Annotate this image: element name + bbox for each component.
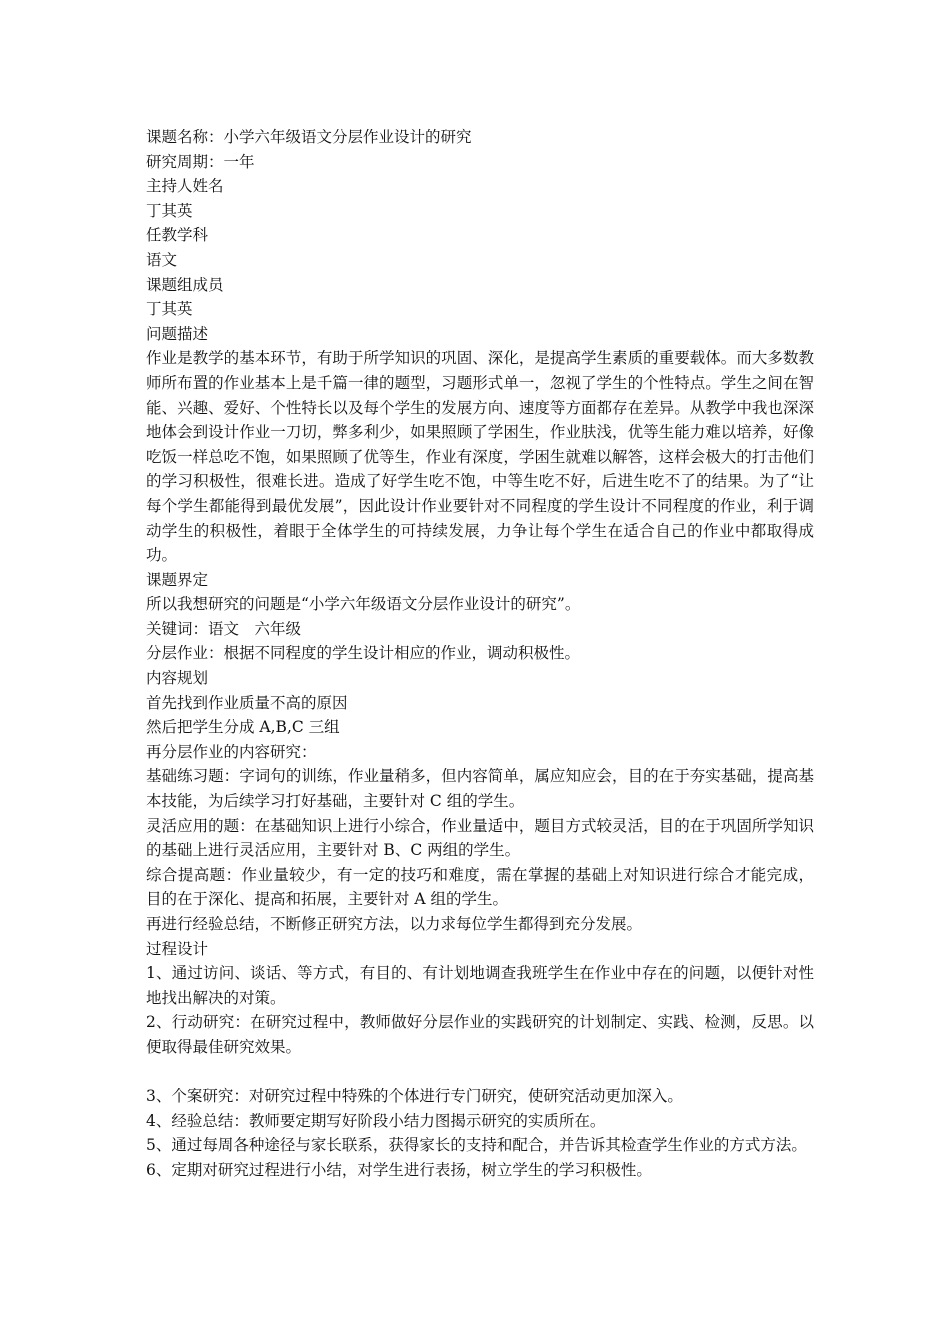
definition-text: 所以我想研究的问题是“小学六年级语文分层作业设计的研究”。 xyxy=(146,595,581,614)
process-item-6: 6、定期对研究过程进行小结，对学生进行表扬，树立学生的学习积极性。 xyxy=(146,1160,652,1179)
process-item-4: 4、经验总结：教师要定期写好阶段小结力图揭示研究的实质所在。 xyxy=(146,1111,606,1130)
process-item-1: 1、通过访问、谈话、等方式，有目的、有计划地调查我班学生在作业中存在的问题，以便针对性地找出解决的对策。 xyxy=(146,964,814,1007)
summary-line: 再进行经验总结，不断修正研究方法，以力求每位学生都得到充分发展。 xyxy=(146,915,643,933)
process-item-3: 3、个案研究：对研究过程中特殊的个体进行专门研究，使研究活动更加深入。 xyxy=(146,1087,683,1106)
keywords-line: 关键词：语文 六年级 xyxy=(146,619,302,638)
process-heading: 过程设计 xyxy=(146,939,209,958)
content-step-1: 首先找到作业质量不高的原因 xyxy=(146,693,348,712)
problem-heading: 问题描述 xyxy=(146,324,209,343)
research-period: 研究周期：一年 xyxy=(146,152,255,171)
problem-description: 作业是教学的基本环节，有助于所学知识的巩固、深化，是提高学生素质的重要载体。而大多数教师所布置的作业基本上是千篇一律的题型，习题形式单一，忽视了学生的个性特点。学生之间在智能、兴趣、爱好、个性特长以及每个学生的发展方向、速度等方面都存在差异。从教学中我也深深地体会到设计作业一刀切，弊多利少，如果照顾了学困生，作业肤浅，优等生能力难以培养，好像吃饭一样总吃不饱，如果照顾了优等生，作业有深度，学困生就难以解答，这样会极大的打击他们的学习积极性，很难长进。造成了好学生吃不饱，中等生吃不好，后进生吃不了的结果。为了“让每个学生都能得到最优发展”，因此设计作业要针对不同程度的学生设计不同程度的作业，利于调动学生的积极性，着眼于全体学生的可持续发展，力争让每个学生在适合自己的作业中都取得成功。 xyxy=(146,349,814,565)
flexible-exercise: 灵活应用的题：在基础知识上进行小综合，作业量适中，题目方式较灵活，目的在于巩固所学知识的基础上进行灵活应用，主要针对 B、C 两组的学生。 xyxy=(146,816,814,860)
basic-exercise: 基础练习题：字词句的训练，作业量稍多，但内容简单，属应知应会，目的在于夯实基础，提高基本技能，为后续学习打好基础，主要针对 C 组的学生。 xyxy=(146,767,814,811)
advanced-exercise: 综合提高题：作业量较少，有一定的技巧和难度，需在掌握的基础上对知识进行综合才能完成， 目的在于深化、提高和拓展，主要针对 A 组的学生。 xyxy=(146,865,814,909)
members-label: 课题组成员 xyxy=(146,275,224,294)
layered-definition: 分层作业：根据不同程度的学生设计相应的作业，调动积极性。 xyxy=(146,644,581,663)
subject-label: 任教学科 xyxy=(146,226,209,245)
document-body xyxy=(146,125,814,1183)
blank-line xyxy=(146,1060,814,1085)
members-value: 丁其英 xyxy=(146,300,193,319)
content-step-3: 再分层作业的内容研究： xyxy=(146,742,317,761)
content-step-2: 然后把学生分成 A,B,C 三组 xyxy=(146,718,340,737)
host-name: 丁其英 xyxy=(146,201,193,220)
process-item-2: 2、行动研究：在研究过程中，教师做好分层作业的实践研究的计划制定、实践、检测，反思。以便取得最佳研究效果。 xyxy=(146,1013,814,1056)
definition-heading: 课题界定 xyxy=(146,570,209,589)
topic-title: 课题名称：小学六年级语文分层作业设计的研究 xyxy=(146,128,472,146)
subject-value: 语文 xyxy=(146,250,178,269)
host-label: 主持人姓名 xyxy=(146,177,224,196)
content-heading: 内容规划 xyxy=(146,669,209,688)
process-item-5: 5、通过每周各种途径与家长联系，获得家长的支持和配合，并告诉其检查学生作业的方式方法。 xyxy=(146,1136,807,1155)
